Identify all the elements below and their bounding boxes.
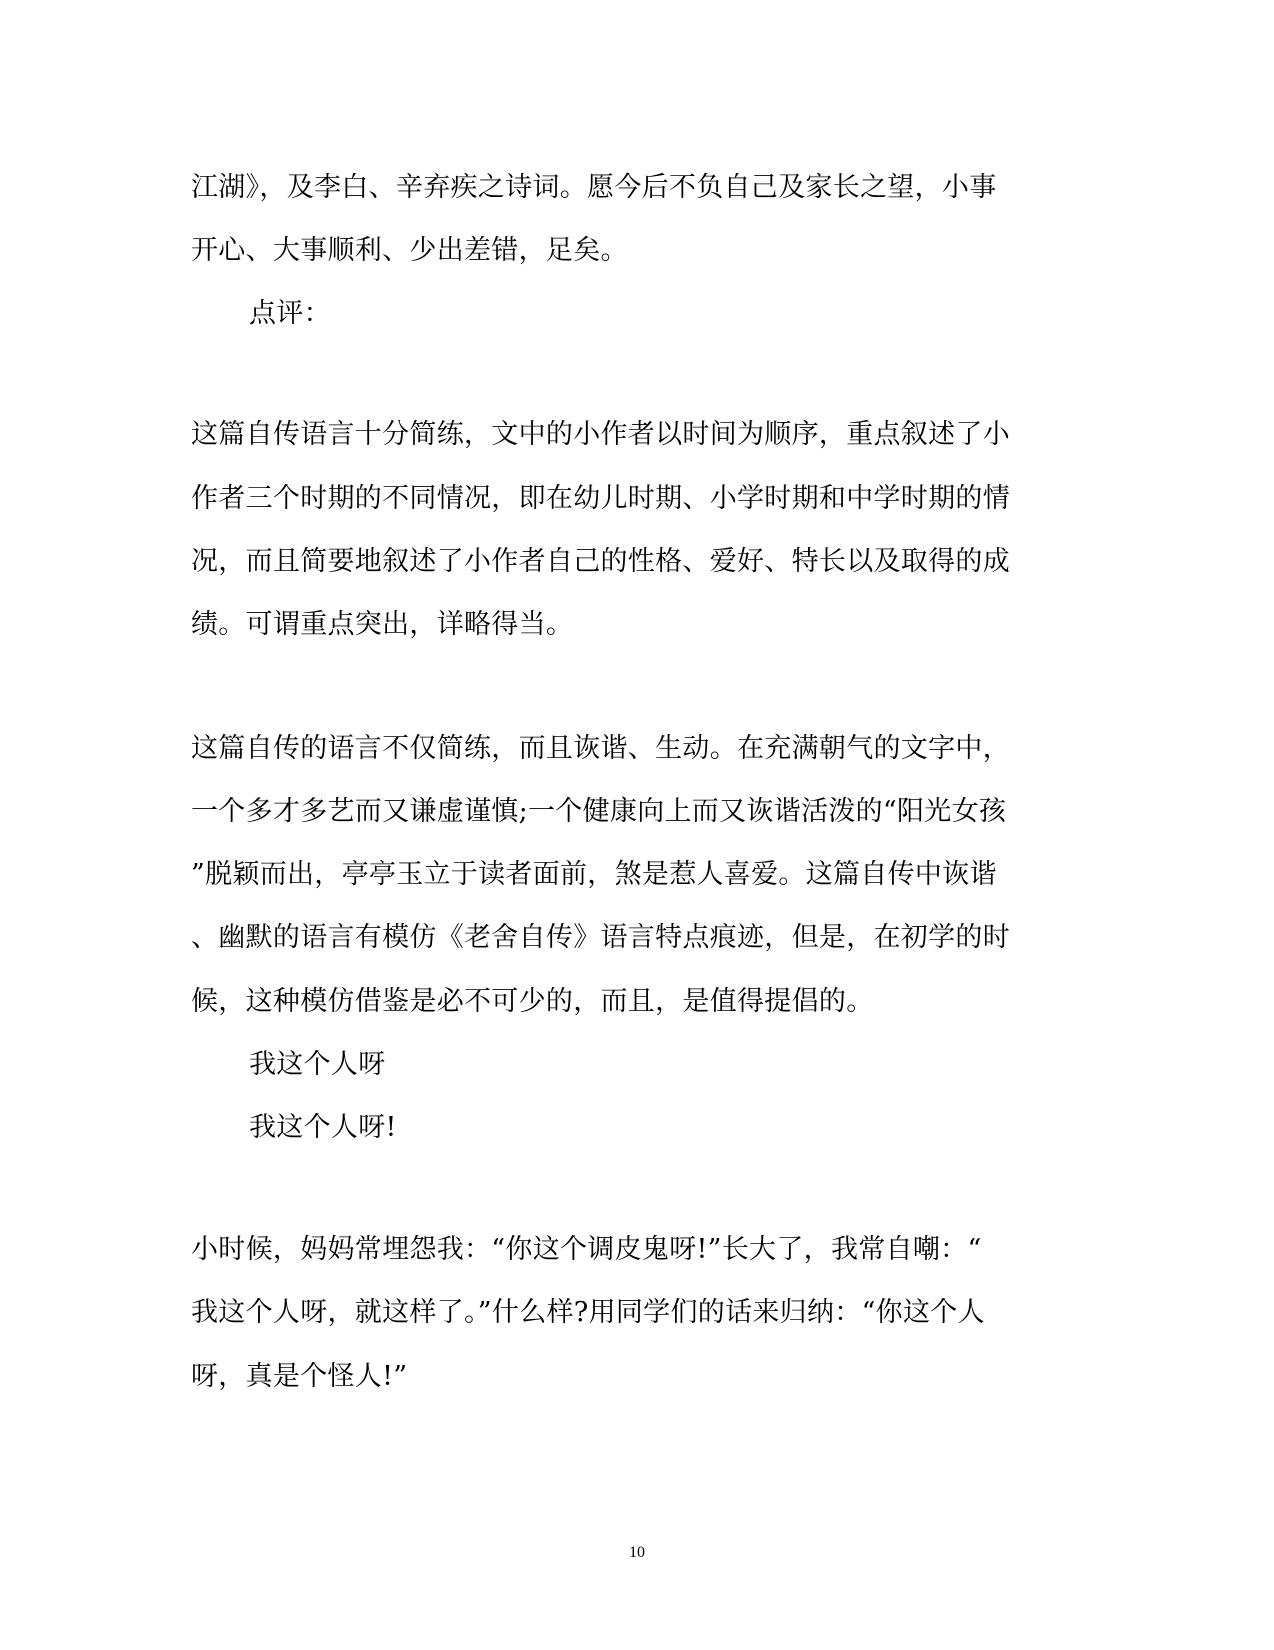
text-line: 开心、大事顺利、少出差错，足矣。 — [191, 235, 628, 266]
text-line: 、幽默的语言有模仿《老舍自传》语言特点痕迹，但是，在初学的时 — [191, 922, 1010, 953]
text-line: 呀，真是个怪人!” — [191, 1361, 408, 1392]
text-line: 我这个人呀，就这样了。”什么样?用同学们的话来归纳：“你这个人 — [191, 1297, 985, 1328]
text-line: 况，而且简要地叙述了小作者自己的性格、爱好、特长以及取得的成 — [191, 546, 1010, 577]
section-heading: 点评： — [249, 298, 331, 329]
text-line: 绩。可谓重点突出，详略得当。 — [191, 609, 574, 640]
text-line: 作者三个时期的不同情况，即在幼儿时期、小学时期和中学时期的情 — [191, 483, 1010, 514]
text-line: 这篇自传的语言不仅简练，而且诙谐、生动。在充满朝气的文字中， — [191, 733, 1010, 764]
text-line: 这篇自传语言十分简练，文中的小作者以时间为顺序，重点叙述了小 — [191, 419, 1010, 450]
text-line: 候，这种模仿借鉴是必不可少的，而且，是值得提倡的。 — [191, 986, 874, 1017]
essay-title: 我这个人呀 — [249, 1049, 386, 1080]
text-line: ”脱颖而出，亭亭玉立于读者面前，煞是惹人喜爱。这篇自传中诙谐 — [191, 859, 997, 890]
text-line: 小时候，妈妈常埋怨我：“你这个调皮鬼呀!”长大了，我常自嘲：“ — [191, 1234, 982, 1265]
text-line: 江湖》，及李白、辛弃疾之诗词。愿今后不负自己及家长之望，小事 — [191, 172, 997, 203]
text-line: 我这个人呀! — [249, 1112, 397, 1143]
page-number: 10 — [629, 1544, 645, 1561]
text-line: 一个多才多艺而又谦虚谨慎;一个健康向上而又诙谐活泼的“阳光女孩 — [191, 796, 1007, 827]
